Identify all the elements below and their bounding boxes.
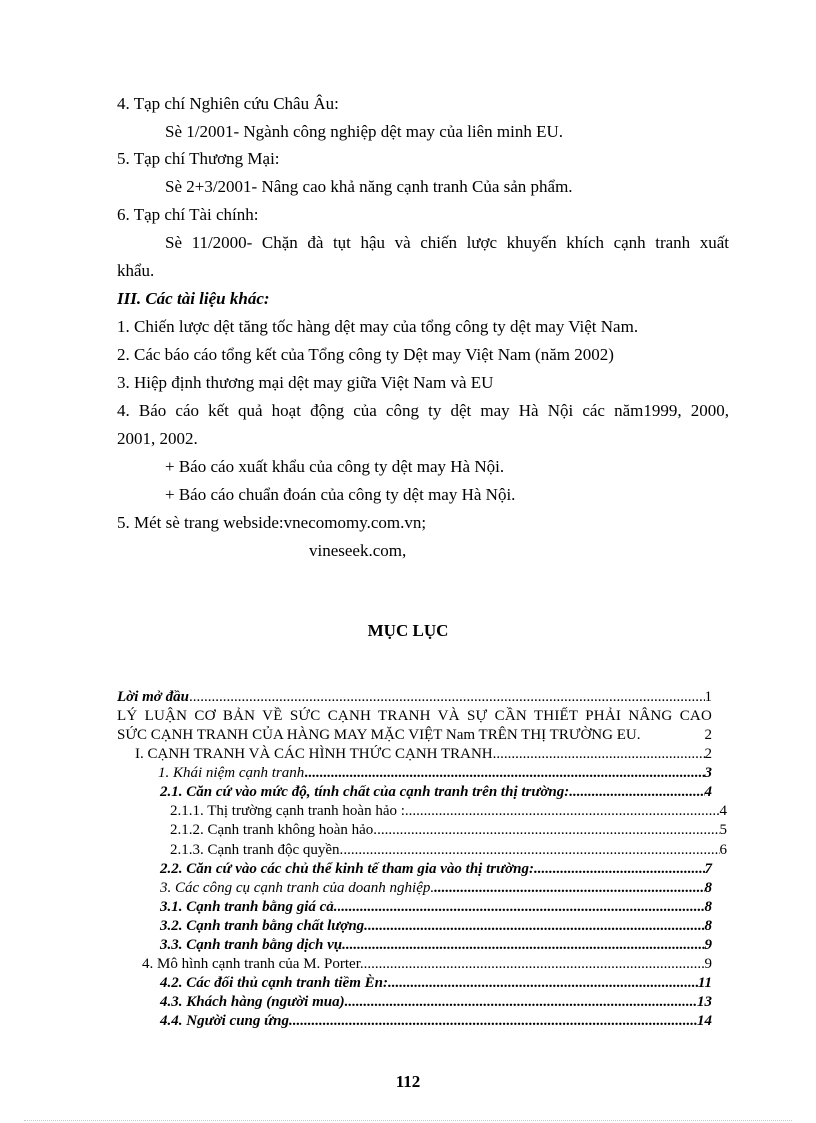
toc-entry-page: 8 — [704, 880, 712, 896]
toc-entry-text: 4.3. Khách hàng (người mua). — [160, 994, 349, 1010]
toc-entry-page: 13 — [697, 994, 712, 1010]
toc-entry-page: 11 — [697, 975, 712, 991]
toc-entry-page: 8 — [704, 899, 712, 915]
toc-entry-page: 9 — [704, 937, 712, 953]
reference-line: + Báo cáo chuẩn đoán của công ty dệt may Hà Nội. — [165, 485, 516, 504]
reference-line: 2. Các báo cáo tổng kết của Tổng công ty Dệt may Việt Nam (năm 2002) — [117, 345, 614, 364]
toc-entry-page: 7 — [704, 861, 712, 877]
reference-line: 2001, 2002. — [117, 429, 198, 448]
toc-entry — [117, 688, 712, 707]
toc-leader — [189, 688, 705, 707]
reference-line: 5. Tạp chí Thương Mại: — [117, 149, 280, 168]
toc-leader — [388, 974, 698, 993]
toc-leader — [338, 898, 705, 917]
toc-entry-page: 8 — [704, 918, 712, 934]
reference-line: 3. Hiệp định thương mại dệt may giữa Việt Nam và EU — [117, 373, 494, 392]
toc-entry-text: 3.3. Cạnh tranh bằng dịch vụ. — [160, 937, 346, 953]
section-heading: III. Các tài liệu khác: — [117, 289, 270, 308]
page-boundary — [24, 1120, 792, 1121]
toc-entry-page: 5 — [719, 822, 727, 838]
reference-line: Sè 11/2000- Chặn đà tụt hậu và chiến lược khuyến khích cạnh tranh xuất — [165, 233, 729, 252]
toc-leader — [348, 993, 697, 1012]
toc-leader — [343, 841, 719, 860]
toc-entry — [170, 821, 727, 840]
reference-line: 4. Báo cáo kết quả hoạt động của công ty dệt may Hà Nội các năm1999, 2000, — [117, 401, 729, 420]
reference-line: 1. Chiến lược dệt tăng tốc hàng dệt may của tổng công ty dệt may Việt Nam. — [117, 317, 639, 336]
reference-line: + Báo cáo xuất khẩu của công ty dệt may Hà Nội. — [165, 457, 505, 476]
toc-entry-text: 4. Mô hình cạnh tranh của M. Porter. — [142, 956, 364, 972]
reference-line: 5. Mét sè trang webside:vnecomomy.com.vn; — [117, 513, 427, 532]
toc-entry-page: 4 — [704, 784, 712, 800]
toc-entry-text: 4.2. Các đối thủ cạnh tranh tiềm Èn: — [160, 975, 388, 991]
toc-entry-text: 2.1.3. Cạnh tranh độc quyền. — [170, 842, 344, 858]
toc-entry-page: 1 — [704, 689, 712, 705]
toc-leader — [346, 936, 705, 955]
toc-entry-text: Lời mở đầu — [117, 689, 189, 705]
toc-title: MỤC LỤC — [367, 621, 449, 640]
toc-entry-page: 14 — [697, 1013, 712, 1029]
toc-leader — [534, 860, 705, 879]
toc-entry-text: 2.1.2. Cạnh tranh không hoàn hảo. — [170, 822, 378, 838]
toc-entry-text: 4.4. Người cung ứng. — [160, 1013, 293, 1029]
toc-entry-text: I. CẠNH TRANH VÀ CÁC HÌNH THỨC CẠNH TRANH. — [135, 746, 497, 762]
toc-leader — [368, 917, 705, 936]
toc-leader — [496, 745, 704, 764]
toc-entry-page: 2 — [704, 727, 712, 743]
reference-line: khẩu. — [117, 261, 155, 280]
toc-entry-page: 3 — [704, 765, 712, 781]
toc-entry — [160, 993, 712, 1012]
toc-leader — [304, 764, 704, 783]
toc-leader — [569, 783, 704, 802]
toc-entry-page: 9 — [704, 956, 712, 972]
toc-entry — [117, 726, 712, 745]
toc-entry-text: SỨC CẠNH TRANH CỦA HÀNG MAY MẶC VIỆT Nam TRÊN THỊ TRƯỜNG EU. — [117, 727, 641, 743]
toc-leader — [434, 879, 704, 898]
toc-heading-line: LÝ LUẬN CƠ BẢN VỀ SỨC CẠNH TRANH VÀ SỰ CẦN THIẾT PHẢI NÂNG CAO — [117, 708, 712, 724]
toc-entry-text: 3.1. Cạnh tranh bằng giá cả. — [160, 899, 338, 915]
reference-line: 6. Tạp chí Tài chính: — [117, 205, 259, 224]
toc-entry — [160, 1012, 712, 1031]
reference-line: Sè 2+3/2001- Nâng cao khả năng cạnh tranh Của sản phẩm. — [165, 177, 573, 196]
toc-leader — [377, 821, 719, 840]
reference-line: 4. Tạp chí Nghiên cứu Châu Âu: — [117, 94, 339, 113]
toc-entry-page: 4 — [719, 803, 727, 819]
toc-entry — [170, 841, 727, 860]
toc-entry-page: 2 — [704, 746, 712, 762]
page-number: 112 — [395, 1072, 421, 1091]
toc-entry — [158, 764, 712, 783]
reference-line: vineseek.com, — [309, 541, 407, 560]
toc-entry-text: 2.1.1. Thị trường cạnh tranh hoàn hảo : — [170, 803, 405, 819]
toc-entry — [160, 898, 712, 917]
toc-entry — [160, 879, 712, 898]
toc-entry — [160, 860, 712, 879]
toc-entry — [160, 936, 712, 955]
toc-entry-page: 6 — [719, 842, 727, 858]
toc-entry — [160, 783, 712, 802]
reference-line: Sè 1/2001- Ngành công nghiệp dệt may của liên minh EU. — [165, 122, 563, 141]
toc-leader — [405, 802, 720, 821]
toc-entry-text: 3.2. Cạnh tranh bằng chất lượng. — [160, 918, 368, 934]
toc-entry — [170, 802, 727, 821]
toc-entry — [160, 974, 712, 993]
toc-entry-text: 2.1. Căn cứ vào mức độ, tính chất của cạnh tranh trên thị trường: — [160, 784, 570, 800]
toc-entry-text: 1. Khái niệm cạnh tranh — [158, 765, 305, 781]
toc-entry-text: 3. Các công cụ cạnh tranh của doanh nghiệp. — [160, 880, 435, 896]
toc-entry — [160, 917, 712, 936]
toc-leader — [364, 955, 705, 974]
toc-entry — [142, 955, 712, 974]
toc-leader — [293, 1012, 697, 1031]
toc-entry-text: 2.2. Căn cứ vào các chủ thể kinh tế tham gia vào thị trường: — [160, 861, 534, 877]
toc-entry — [135, 745, 712, 764]
